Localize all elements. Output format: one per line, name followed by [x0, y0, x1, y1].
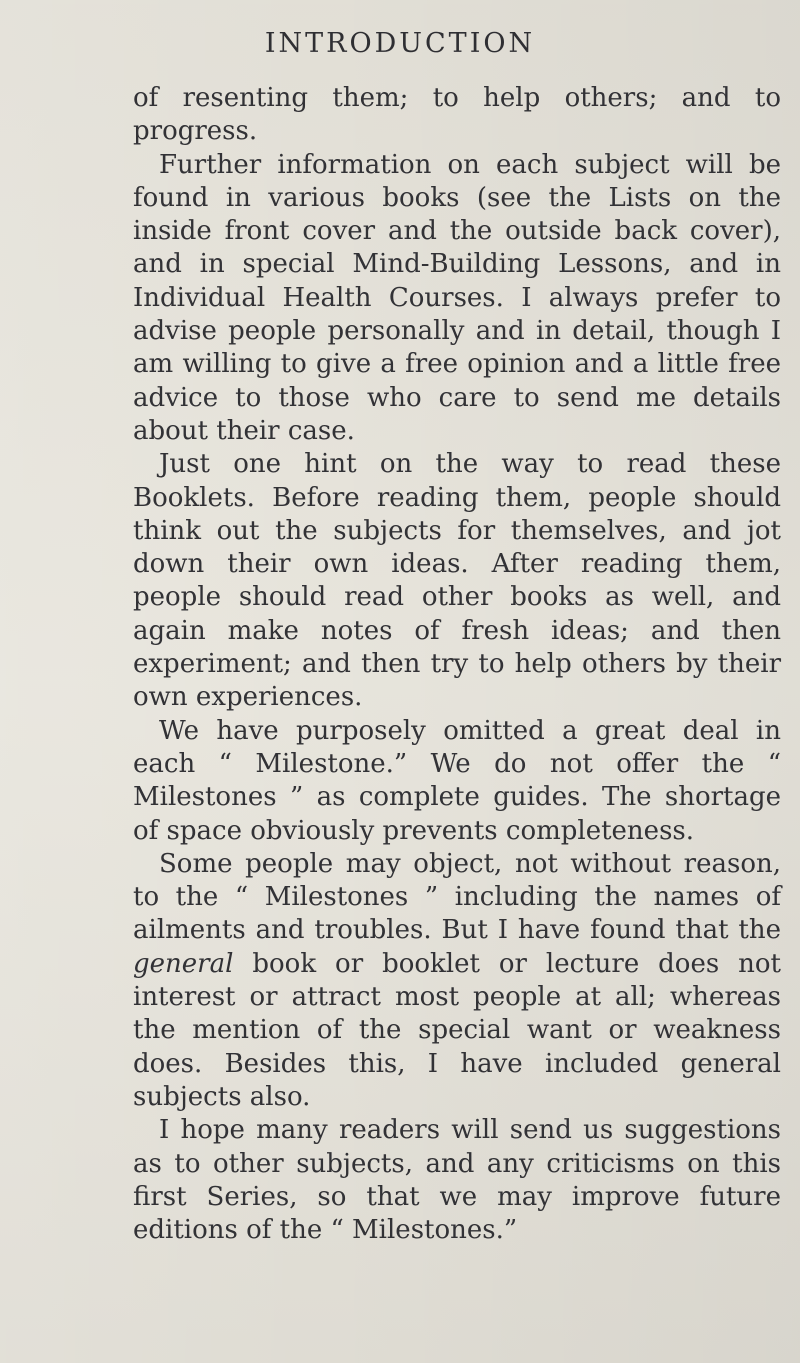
- emphasis-general: general: [133, 948, 234, 979]
- body-text: [133, 82, 781, 1247]
- paragraph-suggestions: I hope many readers will send us suggestions as to other subjects, and any criticisms on this first Series, so that we may improve future editions of the “ Milestones.”: [133, 1115, 781, 1246]
- paragraph-omissions: We have purposely omitted a great deal in each “ Milestone.” We do not offer the “ Milestones ” as complete guides. The shortage of space obviously prevents completeness.: [133, 715, 781, 846]
- running-head-title: INTRODUCTION: [264, 28, 536, 59]
- paragraph-further-information: Further information on each subject will be found in various books (see the Lists on the inside front cover and the outside back cover), and in special Mind-Building Lessons, and in Individual Health Courses. I always prefer to advise people personally and in detail, though I am willing to give a free opinion and a little free advice to those who care to send me details about their case.: [133, 149, 781, 446]
- paragraph-ailments-part-2: book or booklet or lecture does not interest or attract most people at all; whereas the mention of the special want or weakness does. Besides this, I have included general subjects also.: [133, 948, 781, 1112]
- paragraph-reading-hint: Just one hint on the way to read these Booklets. Before reading them, people should think out the subjects for themselves, and jot down their own ideas. After reading them, people should read other books as well, and again make notes of fresh ideas; and then experiment; and then try to help others by their own experiences.: [133, 449, 781, 713]
- paragraph-ailments-part-1: Some people may object, not without reason, to the “ Milestones ” including the names of ailments and troubles. But I have found that the: [133, 848, 781, 946]
- paragraph-continuation: of resenting them; to help others; and to progress.: [133, 83, 781, 147]
- paragraph-ailments: [133, 848, 781, 1114]
